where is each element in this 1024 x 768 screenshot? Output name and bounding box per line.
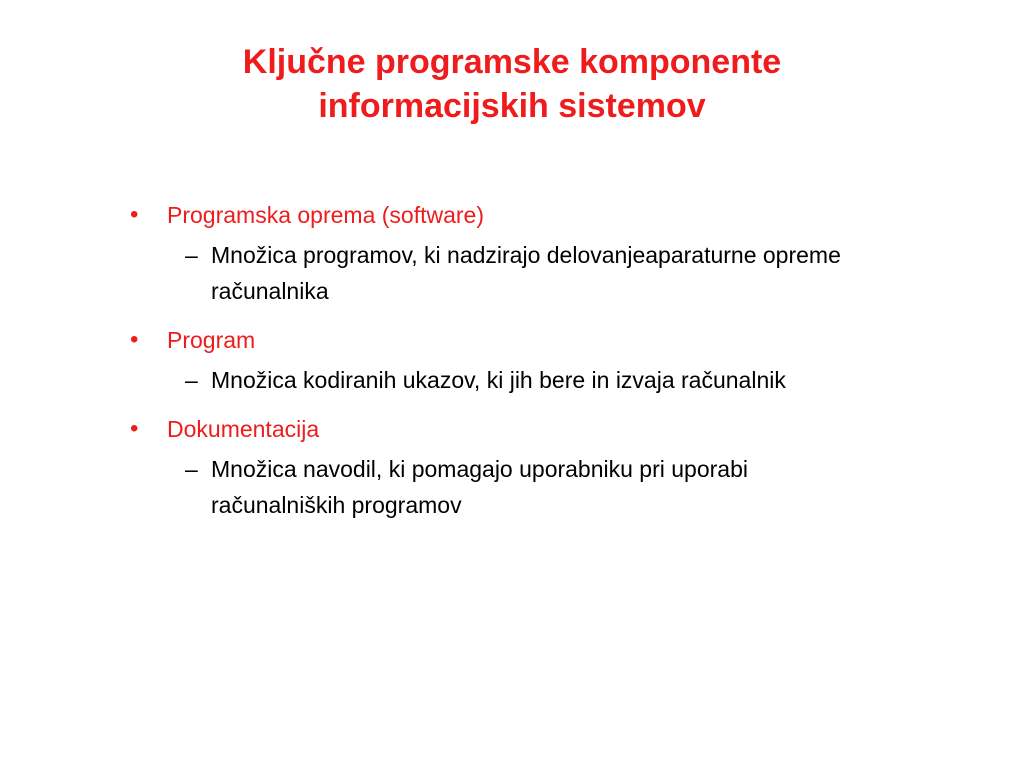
sub-bullet-text: Množica programov, ki nadzirajo delovanjeaparaturne opreme računalnika [211, 242, 841, 304]
dash-icon: – [185, 367, 198, 393]
sub-bullet-text: Množica kodiranih ukazov, ki jih bere in izvaja računalnik [211, 367, 786, 393]
sub-bullet-item [185, 237, 851, 309]
bullet-icon: • [130, 415, 139, 442]
sub-bullet-item [185, 451, 851, 523]
bullet-icon: • [130, 326, 139, 353]
slide-title-line-1: Ključne programske komponente [242, 43, 782, 81]
bullet-item [130, 197, 910, 309]
bullet-item-label: Dokumentacija [167, 416, 320, 442]
slide-title-line-2: informacijskih sistemov [318, 87, 706, 125]
bullet-item-label: Program [167, 327, 256, 353]
dash-icon: – [185, 456, 198, 482]
bullet-list [130, 197, 910, 523]
bullet-item [130, 322, 910, 398]
dash-icon: – [185, 242, 198, 268]
sub-bullet-text: Množica navodil, ki pomagajo uporabniku pri uporabi računalniških programov [211, 456, 748, 518]
slide-title [112, 40, 912, 128]
bullet-icon: • [130, 201, 139, 228]
bullet-item [130, 411, 910, 523]
bullet-item-label: Programska oprema (software) [167, 202, 484, 228]
sub-bullet-item [185, 362, 851, 398]
